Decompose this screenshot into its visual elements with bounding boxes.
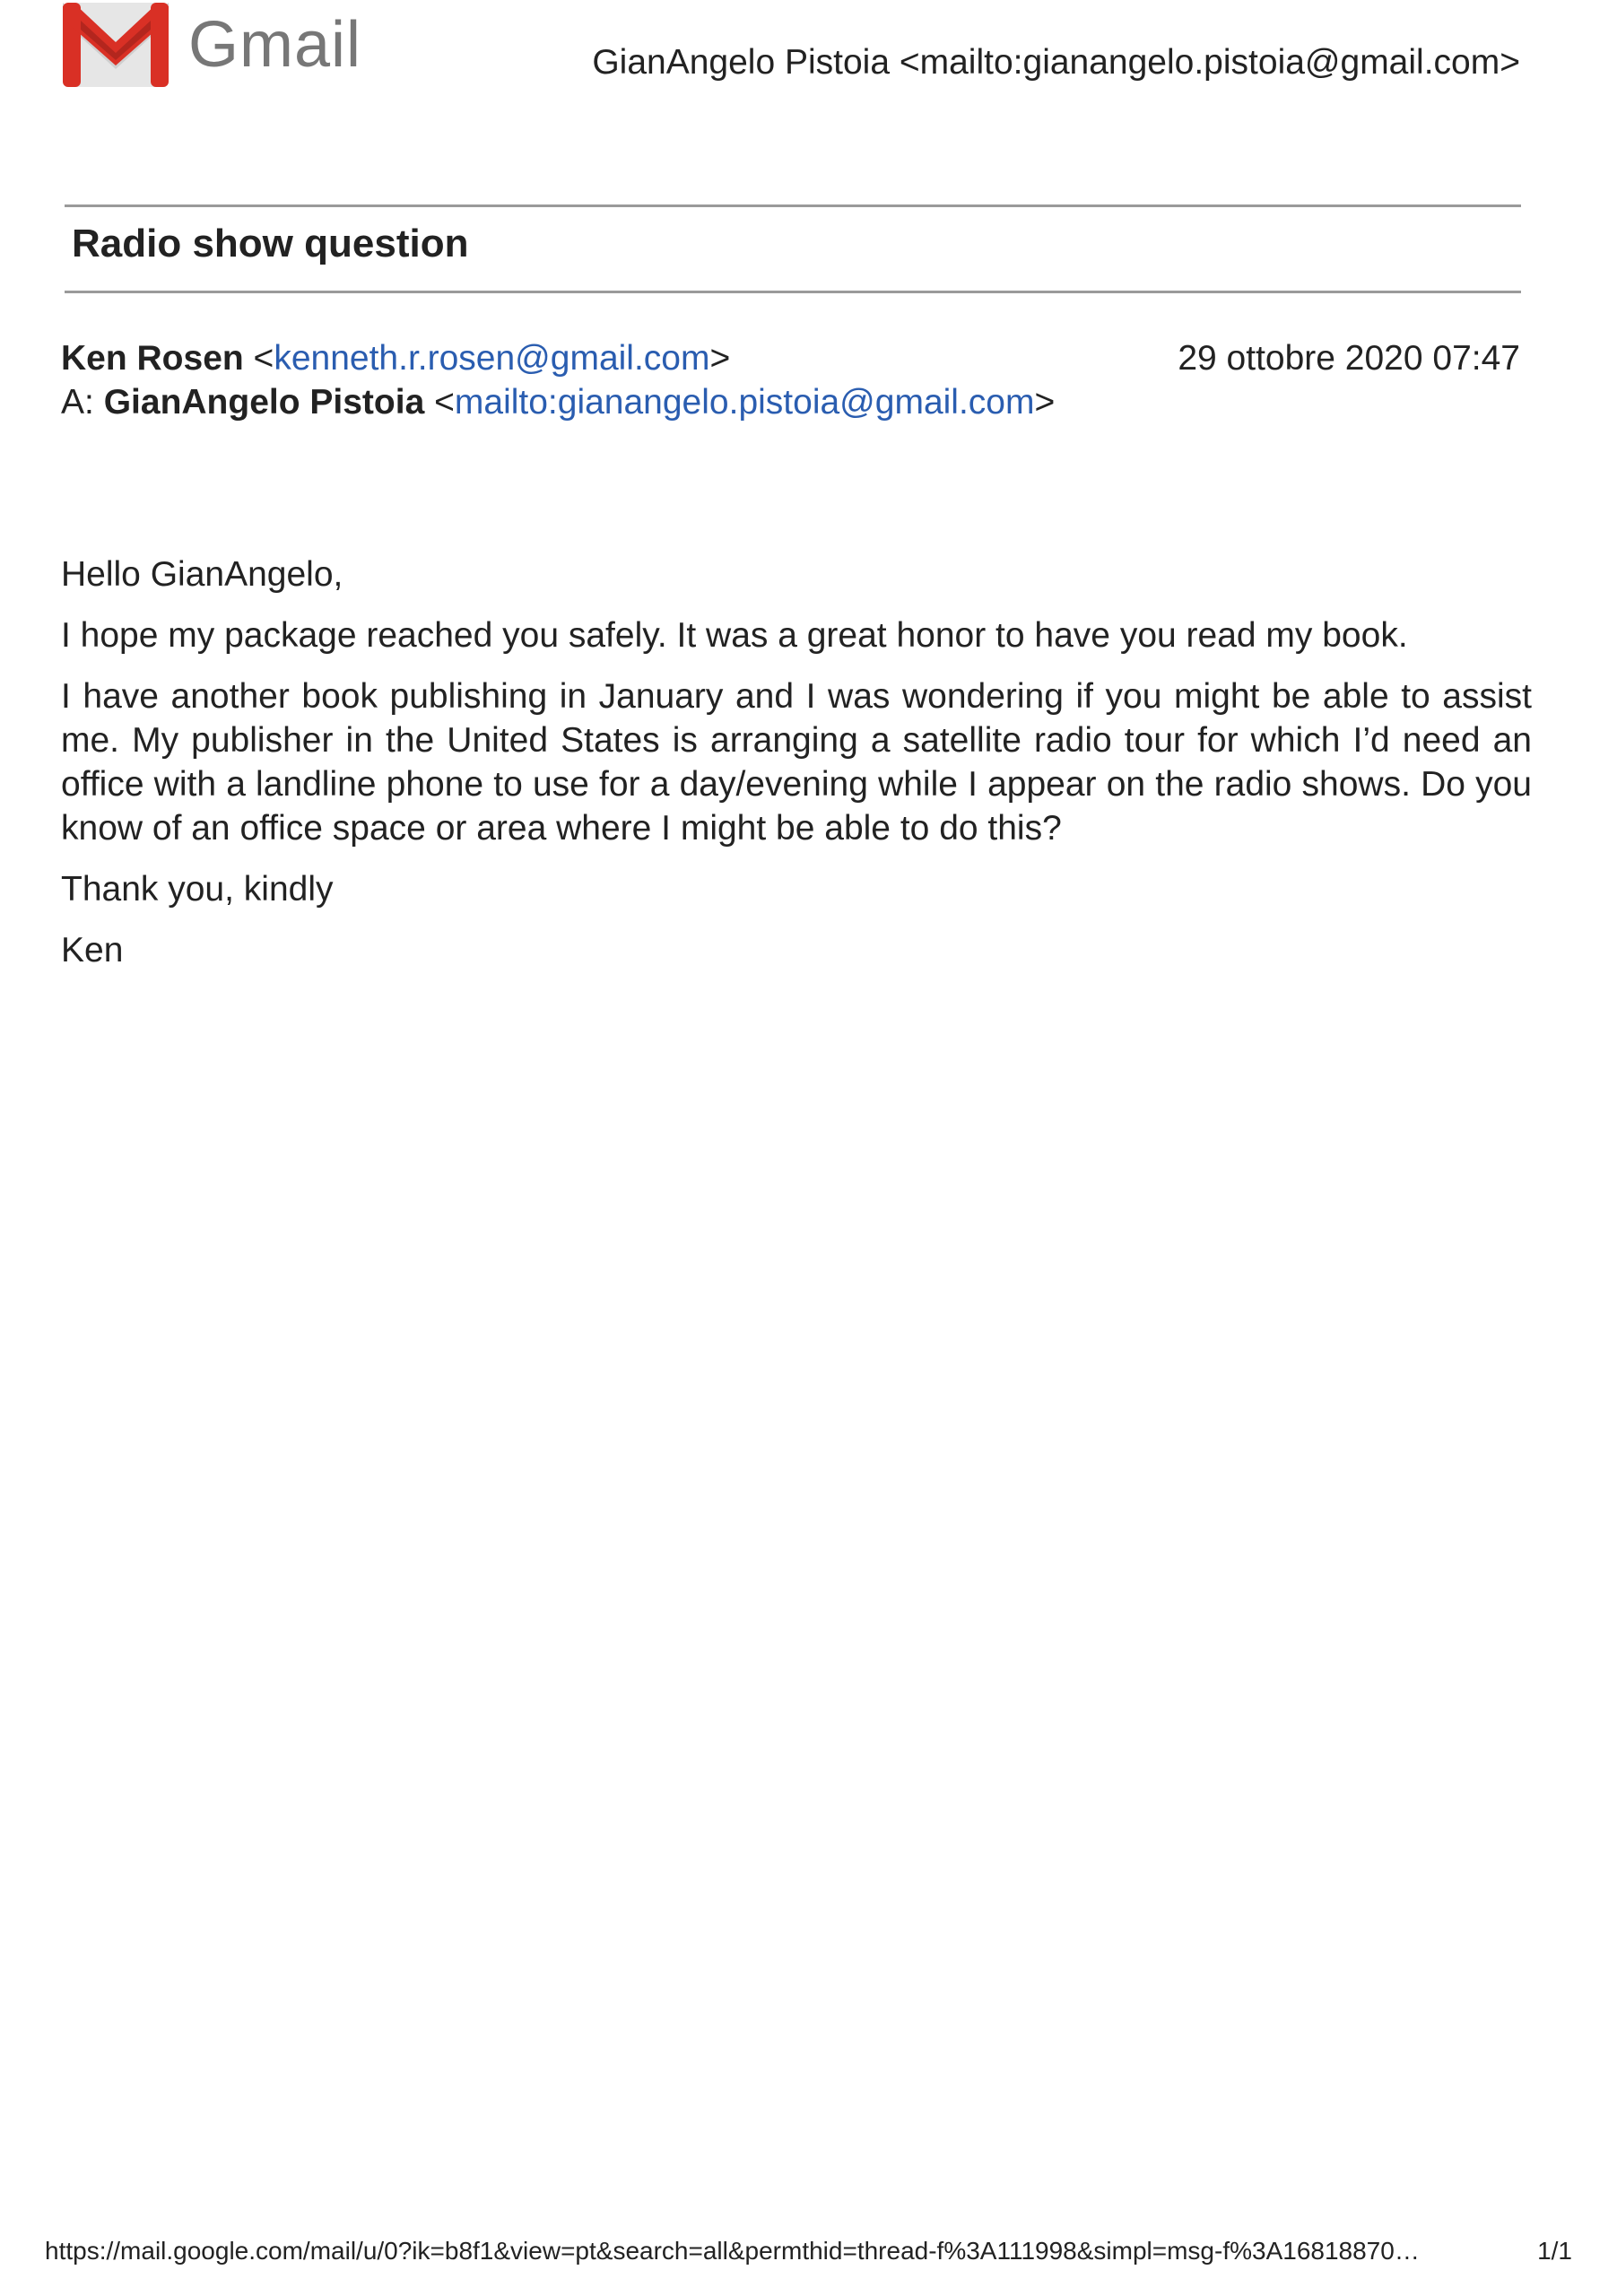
gmail-logo [61, 0, 361, 90]
body-signature: Ken [61, 931, 124, 970]
email-subject: Radio show question [72, 222, 469, 265]
sender-email-close: > [709, 339, 731, 378]
message-body [61, 552, 1532, 989]
sender-email-open: < [253, 339, 274, 378]
subject-bottom-rule [65, 291, 1521, 293]
recipient-prefix: A: [61, 383, 94, 422]
subject-top-rule [65, 204, 1521, 207]
account-identity: GianAngelo Pistoia <mailto:gianangelo.pistoia@gmail.com> [592, 43, 1520, 82]
body-paragraph-1: I hope my package reached you safely. It was a great honor to have you read my book. [61, 616, 1408, 655]
sender-email-link[interactable]: kenneth.r.rosen@gmail.com [274, 339, 710, 378]
message-date: 29 ottobre 2020 07:47 [1178, 339, 1520, 378]
body-closing: Thank you, kindly [61, 870, 334, 909]
recipient-line [61, 383, 1055, 422]
sender-name: Ken Rosen [61, 339, 244, 378]
body-paragraph-2: I have another book publishing in January and I was wondering if you might be able to assist me. My publisher in the United States is arranging a satellite radio tour for which I’d need an office with a landline phone to use for a day/evening while I appear on the radio shows. Do you know of an office space or area where I might be able to do this? [61, 677, 1532, 848]
recipient-email-link[interactable]: mailto:gianangelo.pistoia@gmail.com [454, 383, 1035, 422]
logo-wordmark: Gmail [188, 9, 362, 81]
recipient-email-close: > [1034, 383, 1056, 422]
footer-page-number: 1/1 [1537, 2237, 1572, 2265]
footer-url: https://mail.google.com/mail/u/0?ik=b8f1&view=pt&search=all&permthid=thread-f%3A111998&simpl=msg-f%3A16818870… [45, 2237, 1420, 2265]
gmail-envelope-icon [61, 1, 170, 89]
body-greeting: Hello GianAngelo, [61, 555, 343, 594]
recipient-email-open: < [434, 383, 455, 422]
sender-line [61, 339, 730, 378]
recipient-name: GianAngelo Pistoia [103, 383, 425, 422]
